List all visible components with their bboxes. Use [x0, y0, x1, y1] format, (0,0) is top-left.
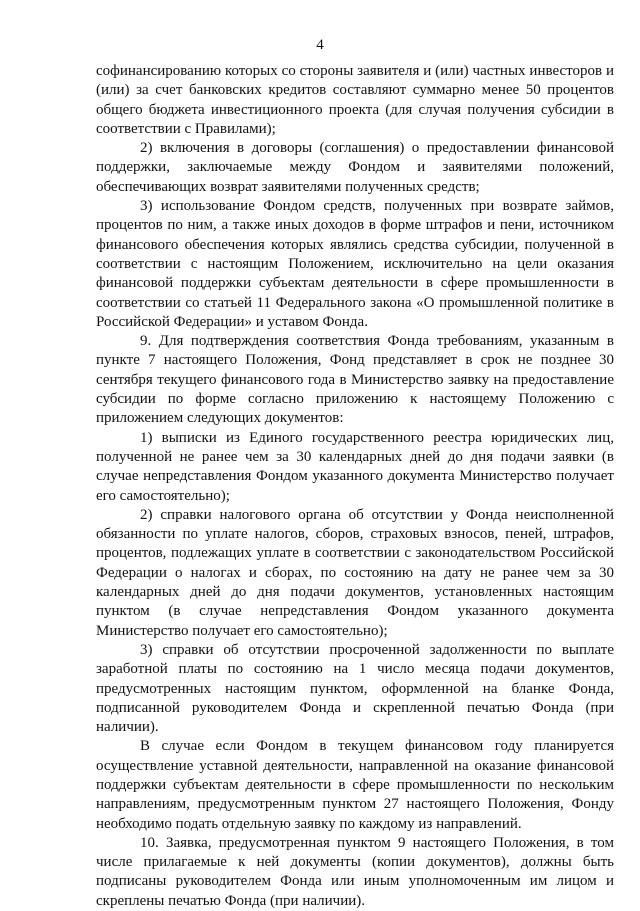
paragraph-clause-10: 10. Заявка, предусмотренная пунктом 9 настоящего Положения, в том числе прилагаемые к ней документы (копии документов), должны быть подписаны руководителем Фонда или иным уполномоченным им лицом и скреплены печатью Фонда (при наличии). — [96, 834, 614, 909]
paragraph-item-3: 3) использование Фондом средств, полученных при возврате займов, процентов по ним, а также иных доходов в форме штрафов и пени, источником финансового обеспечения которых являлись средства субсидии, полученной в соответствии с настоящим Положением, исключительно на цели оказания финансовой поддержки субъектам деятельности в сфере промышленности в соответствии со статьей 11 Федерального закона «О промышленной политике в Российской Федерации» и уставом Фонда. — [96, 198, 614, 330]
document-body — [96, 62, 614, 911]
paragraph-clause-9-note: В случае если Фондом в текущем финансовом году планируется осуществление уставной деятельности, направленной на оказание финансовой поддержки субъектам деятельности в сфере промышленности по нескольким направлениям, предусмотренным пунктом 27 настоящего Положения, Фонду необходимо подать отдельную заявку по каждому из направлений. — [96, 738, 614, 832]
paragraph-clause-9-item-2: 2) справки налогового органа об отсутствии у Фонда неисполненной обязанности по уплате налогов, сборов, страховых взносов, пеней, штрафов, процентов, подлежащих уплате в соответствии с законодательством Российской Федерации о налогах и сборах, по состоянию на дату не ранее чем за 30 календарных дней до дня подачи документов, установленных настоящим пунктом (в случае непредставления Фондом указанного документа Министерство получает его самостоятельно); — [96, 506, 614, 639]
paragraph-clause-9-item-3: 3) справки об отсутствии просроченной задолженности по выплате заработной платы по состоянию на 1 число месяца подачи документов, предусмотренных настоящим пунктом, оформленной на бланке Фонда, подписанной руководителем Фонда и скрепленной печатью Фонда (при наличии). — [96, 641, 614, 736]
paragraph-item-2: 2) включения в договоры (соглашения) о предоставлении финансовой поддержки, заключаемые между Фондом и заявителями положений, обеспечивающих возврат заявителями полученных средств; — [96, 140, 614, 195]
paragraph-clause-9: 9. Для подтверждения соответствия Фонда требованиям, указанным в пункте 7 настоящего Положения, Фонд представляет в срок не позднее 30 сентября текущего финансового года в Министерство заявку на предоставление субсидии по форме согласно приложению к настоящему Положению с приложением следующих документов: — [96, 333, 614, 427]
page-number: 4 — [316, 37, 324, 53]
paragraph-continuation: софинансированию которых со стороны заявителя и (или) частных инвесторов и (или) за счет банковских кредитов составляют суммарно менее 50 процентов общего бюджета инвестиционного проекта (для случая получения субсидии в соответствии с Правилами); — [96, 63, 614, 137]
paragraph-clause-9-item-1: 1) выписки из Единого государственного реестра юридических лиц, полученной не ранее чем за 30 календарных дней до дня подачи заявки (в случае непредставления Фондом указанного документа Министерство получает его самостоятельно); — [96, 429, 614, 504]
